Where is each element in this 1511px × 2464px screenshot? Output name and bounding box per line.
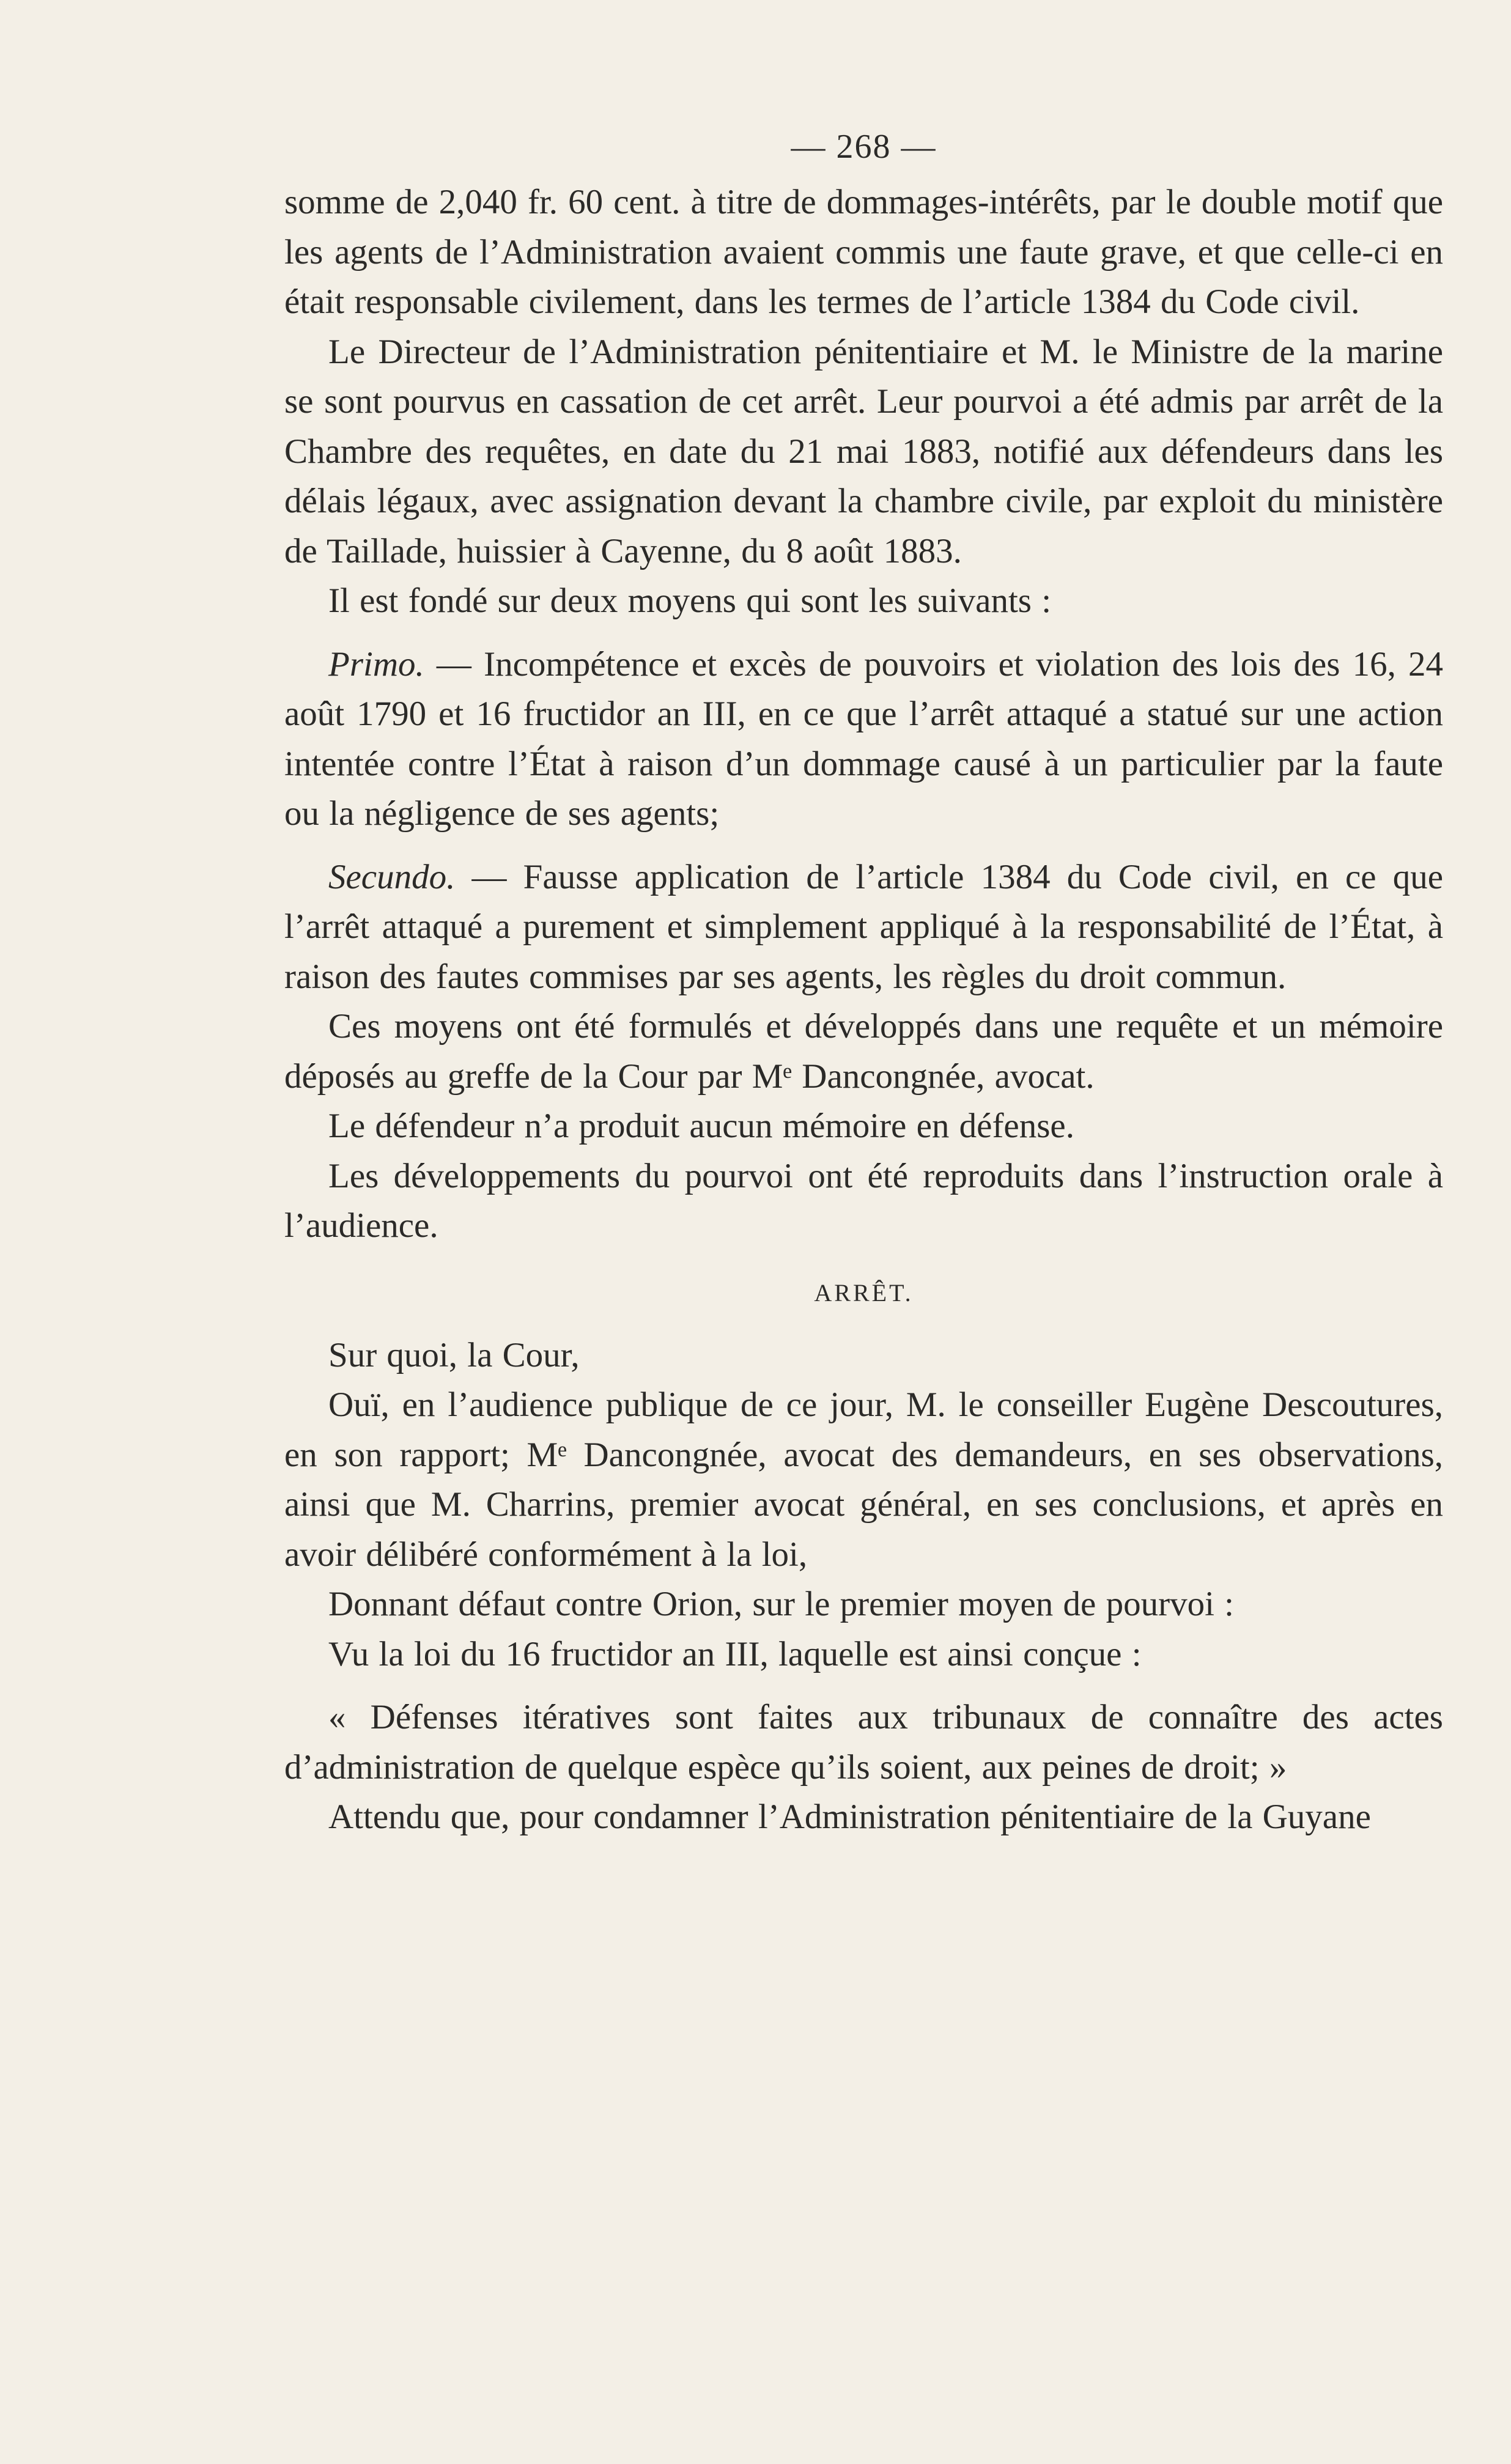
section-heading-arret: ARRÊT.: [814, 1278, 914, 1307]
paragraph-defendeur: Le défendeur n’a produit aucun mémoire en défense.: [328, 1107, 1074, 1145]
paragraph-primo: [284, 640, 1443, 839]
primo-label: Primo.: [328, 644, 424, 684]
paragraph-formules: Ces moyens ont été formulés et développés dans une requête et un mémoire déposés au greffe de la Cour par Mᵉ Dancongnée, avocat.: [284, 1007, 1443, 1096]
paragraph-moyens-intro: Il est fondé sur deux moyens qui sont les suivants :: [328, 581, 1052, 620]
primo-text: — Incompétence et excès de pouvoirs et violation des lois des 16, 24 août 1790 et 16 fructidor an III, en ce que l’arrêt attaqué a statué sur une action intentée contre l’État à raison d’un dommage causé à un particulier par la faute ou la négligence de ses agents;: [284, 644, 1443, 833]
paragraph-attendu: Attendu que, pour condamner l’Administration pénitentiaire de la Guyane: [328, 1798, 1371, 1836]
document-page: [284, 116, 1443, 2378]
paragraph-oui: Ouï, en l’audience publique de ce jour, M. le conseiller Eugène Descoutures, en son rapport; Mᵉ Dancongnée, avocat des demandeurs, en ses observations, ainsi que M. Charrins, premier avocat général, en ses conclusions, et après en avoir délibéré conformément à la loi,: [284, 1385, 1443, 1574]
paragraph-defaut: Donnant défaut contre Orion, sur le premier moyen de pourvoi :: [328, 1585, 1234, 1623]
paragraph-secundo: [284, 852, 1443, 1002]
secundo-label: Secundo.: [328, 857, 456, 896]
paragraph-vu-la-loi: Vu la loi du 16 fructidor an III, laquelle est ainsi conçue :: [328, 1634, 1142, 1673]
paragraph-developpements: Les développements du pourvoi ont été reproduits dans l’instruction orale à l’audience.: [284, 1156, 1443, 1245]
paragraph-sur-quoi: Sur quoi, la Cour,: [328, 1335, 580, 1374]
paragraph-quote: « Défenses itératives sont faites aux tribunaux de connaître des actes d’administration de quelque espèce qu’ils soient, aux peines de droit; »: [284, 1698, 1443, 1787]
page-number: — 268 —: [791, 128, 937, 166]
paragraph-pourvoi: Le Directeur de l’Administration pénitentiaire et M. le Ministre de la marine se sont pourvus en cassation de cet arrêt. Leur pourvoi a été admis par arrêt de la Chambre des requêtes, en date du 21 mai 1883, notifié aux défendeurs dans les délais légaux, avec assignation devant la chambre civile, par exploit du ministère de Taillade, huissier à Cayenne, du 8 août 1883.: [284, 332, 1443, 570]
secundo-text: — Fausse application de l’article 1384 du Code civil, en ce que l’arrêt attaqué a purement et simplement appliqué à la responsabilité de l’État, à raison des fautes commises par ses agents, les règles du droit commun.: [284, 857, 1443, 996]
body-text: [284, 177, 1443, 1842]
paragraph-continuation: somme de 2,040 fr. 60 cent. à titre de dommages-intérêts, par le double motif que les agents de l’Administration avaient commis une faute grave, et que celle-ci en était responsable civilement, dans les termes de l’article 1384 du Code civil.: [284, 183, 1443, 321]
